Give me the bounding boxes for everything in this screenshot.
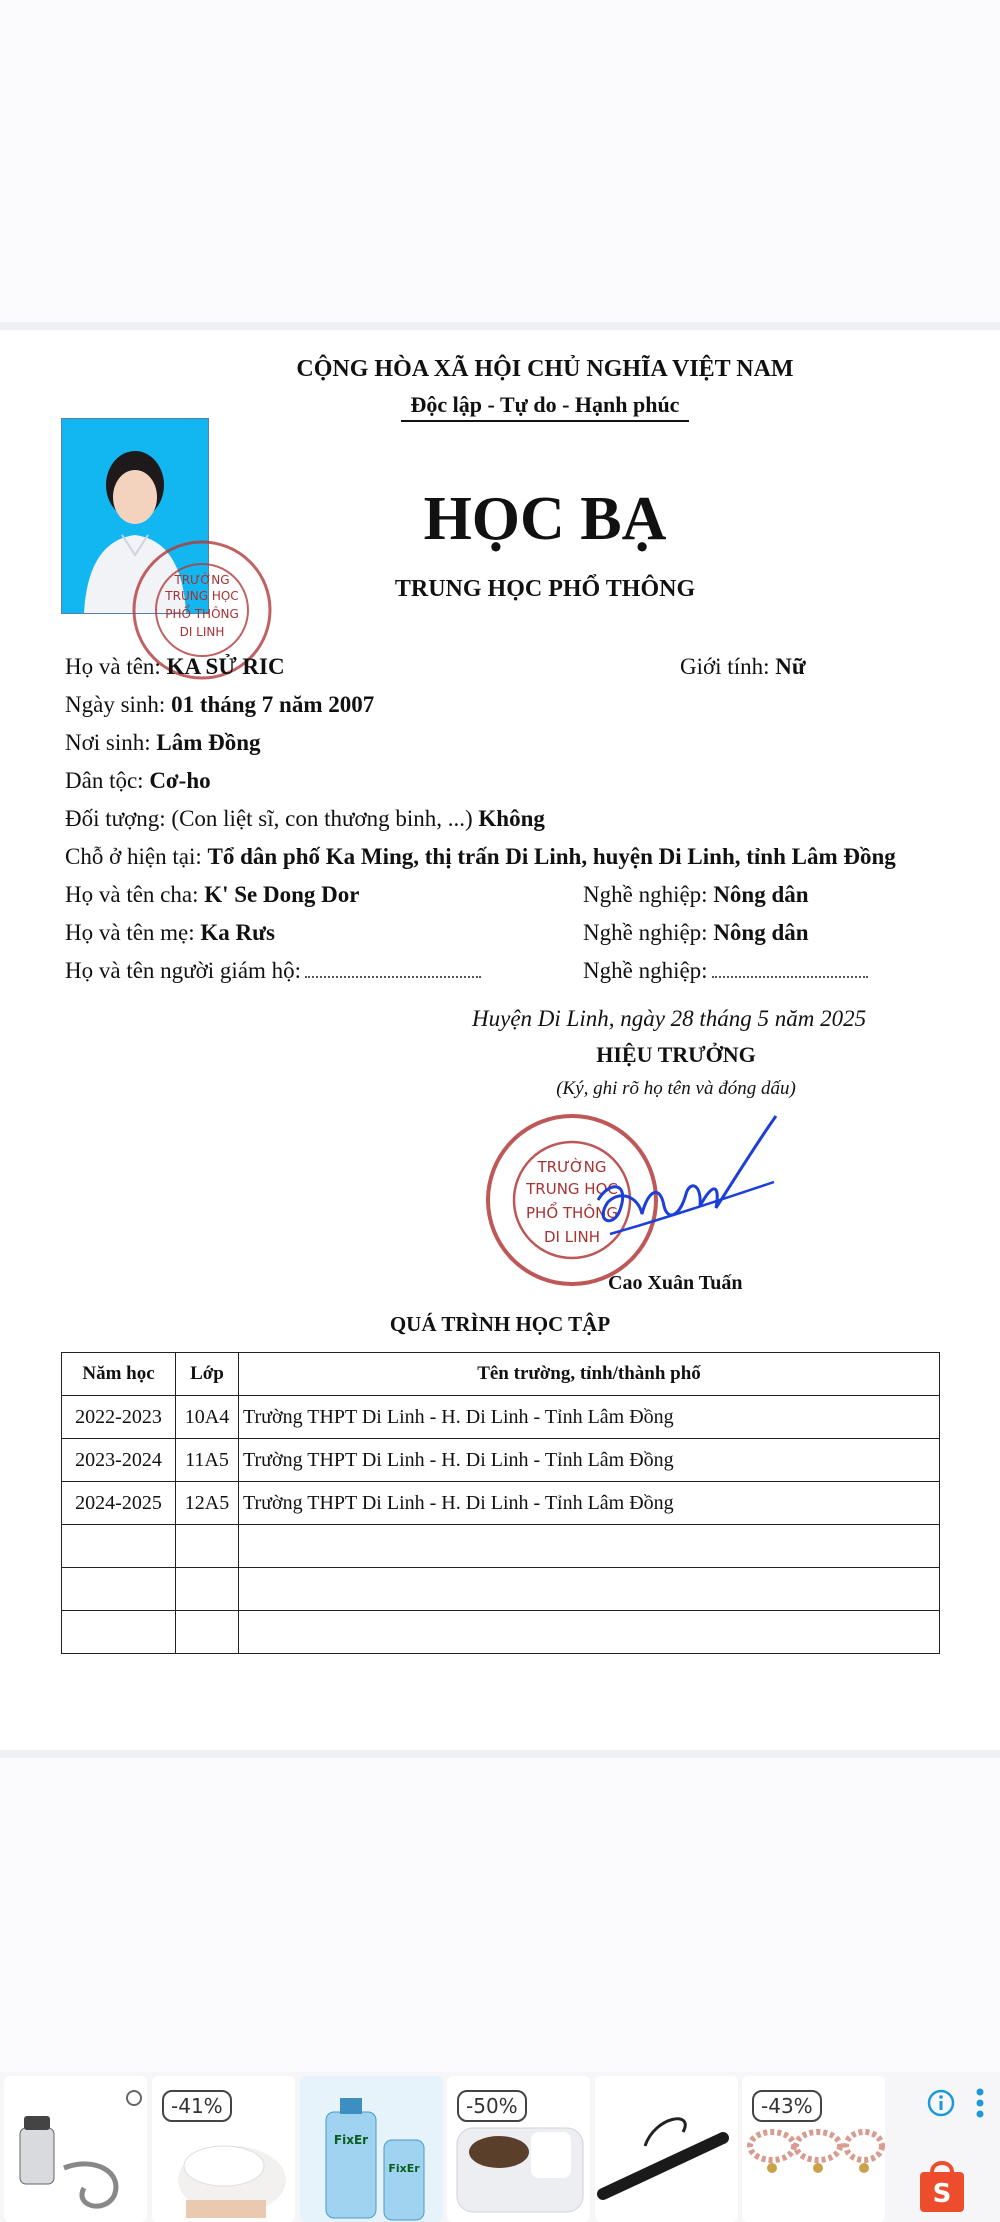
svg-text:S: S — [932, 2179, 952, 2209]
history-title: QUÁ TRÌNH HỌC TẬP — [389, 1312, 611, 1336]
table-row — [62, 1525, 940, 1568]
svg-text:TRƯỜNG: TRƯỜNG — [174, 573, 230, 587]
ethnicity-row: Dân tộc: Cơ-ho — [65, 768, 211, 793]
table-header-row — [62, 1353, 940, 1396]
info-icon[interactable] — [926, 2088, 956, 2118]
svg-text:TRUNG HỌC: TRUNG HỌC — [165, 589, 239, 603]
svg-text:PHỔ THÔNG: PHỔ THÔNG — [526, 1204, 618, 1222]
principal-name: Cao Xuân Tuấn — [608, 1272, 743, 1294]
discount-badge: -43% — [752, 2090, 822, 2122]
discount-badge: -41% — [162, 2090, 232, 2122]
product-thumb-fixer[interactable] — [300, 2076, 443, 2222]
principal-signature — [590, 1110, 780, 1260]
table-row — [62, 1568, 940, 1611]
table-row — [62, 1611, 940, 1654]
sign-instruction: (Ký, ghi rõ họ tên và đóng dấu) — [556, 1078, 796, 1099]
table-row: 2022-2023 10A4 Trường THPT Di Linh - H. Di Linh - Tỉnh Lâm Đồng — [62, 1396, 940, 1439]
guardian-row: Họ và tên người giám hộ: — [65, 958, 481, 984]
study-history-table — [61, 1352, 940, 1654]
birthplace-row: Nơi sinh: Lâm Đồng — [65, 730, 261, 755]
motto-underline — [401, 420, 689, 422]
guardian-job-row: Nghề nghiệp: — [583, 958, 868, 984]
motto: Độc lập - Tự do - Hạnh phúc — [410, 392, 680, 417]
svg-text:TRƯỜNG: TRƯỜNG — [537, 1158, 607, 1176]
father-row: Họ và tên cha: K' Se Dong Dor — [65, 882, 360, 907]
product-thumb-feeder[interactable] — [447, 2076, 590, 2222]
product-thumb-bracelets[interactable] — [742, 2076, 885, 2222]
svg-text:DI LINH: DI LINH — [543, 1228, 601, 1246]
mother-job-row: Nghề nghiệp: Nông dân — [583, 920, 809, 945]
document-title: HỌC BẠ — [423, 485, 667, 553]
document-subtitle: TRUNG HỌC PHỔ THÔNG — [394, 576, 696, 602]
top-divider — [0, 322, 1000, 330]
place-date: Huyện Di Linh, ngày 28 tháng 5 năm 2025 — [472, 1006, 867, 1031]
svg-text:DI LINH: DI LINH — [179, 625, 225, 639]
discount-badge: -50% — [457, 2090, 527, 2122]
svg-text:FixEr: FixEr — [388, 2162, 420, 2175]
product-thumb-bowl[interactable] — [152, 2076, 295, 2222]
name-row: Họ và tên: KA SỬ RIC — [65, 654, 285, 679]
product-thumb-filter[interactable] — [4, 2076, 147, 2222]
bottom-divider — [0, 1750, 1000, 1758]
product-thumb-heater[interactable] — [595, 2076, 738, 2222]
product-thumbnail-strip[interactable] — [0, 2072, 1000, 2222]
dob-row: Ngày sinh: 01 tháng 7 năm 2007 — [65, 692, 375, 717]
student-name: KA SỬ RIC — [166, 654, 285, 679]
shopping-bag-icon[interactable] — [912, 2154, 972, 2214]
gender-row: Giới tính: Nữ — [680, 654, 806, 679]
table-row: 2024-2025 12A5 Trường THPT Di Linh - H. Di Linh - Tỉnh Lâm Đồng — [62, 1482, 940, 1525]
svg-text:TRUNG HỌC: TRUNG HỌC — [526, 1180, 618, 1198]
nation-header: CỘNG HÒA XÃ HỘI CHỦ NGHĨA VIỆT NAM — [296, 356, 794, 382]
mother-row: Họ và tên mẹ: Ka Rưs — [65, 920, 275, 945]
svg-text:PHỔ THÔNG: PHỔ THÔNG — [165, 607, 239, 621]
more-vertical-icon[interactable] — [970, 2086, 990, 2120]
svg-text:FixEr: FixEr — [333, 2133, 369, 2147]
column-header: Lớp — [176, 1353, 239, 1396]
category-row: Đối tượng: (Con liệt sĩ, con thương binh, ...) Không — [65, 806, 545, 831]
principal-title: HIỆU TRƯỞNG — [596, 1042, 756, 1067]
column-header: Tên trường, tỉnh/thành phố — [239, 1353, 940, 1396]
table-row: 2023-2024 11A5 Trường THPT Di Linh - H. Di Linh - Tỉnh Lâm Đồng — [62, 1439, 940, 1482]
column-header: Năm học — [62, 1353, 176, 1396]
father-job-row: Nghề nghiệp: Nông dân — [583, 882, 809, 907]
address-row: Chỗ ở hiện tại: Tổ dân phố Ka Ming, thị trấn Di Linh, huyện Di Linh, tỉnh Lâm Đồng — [65, 844, 896, 869]
